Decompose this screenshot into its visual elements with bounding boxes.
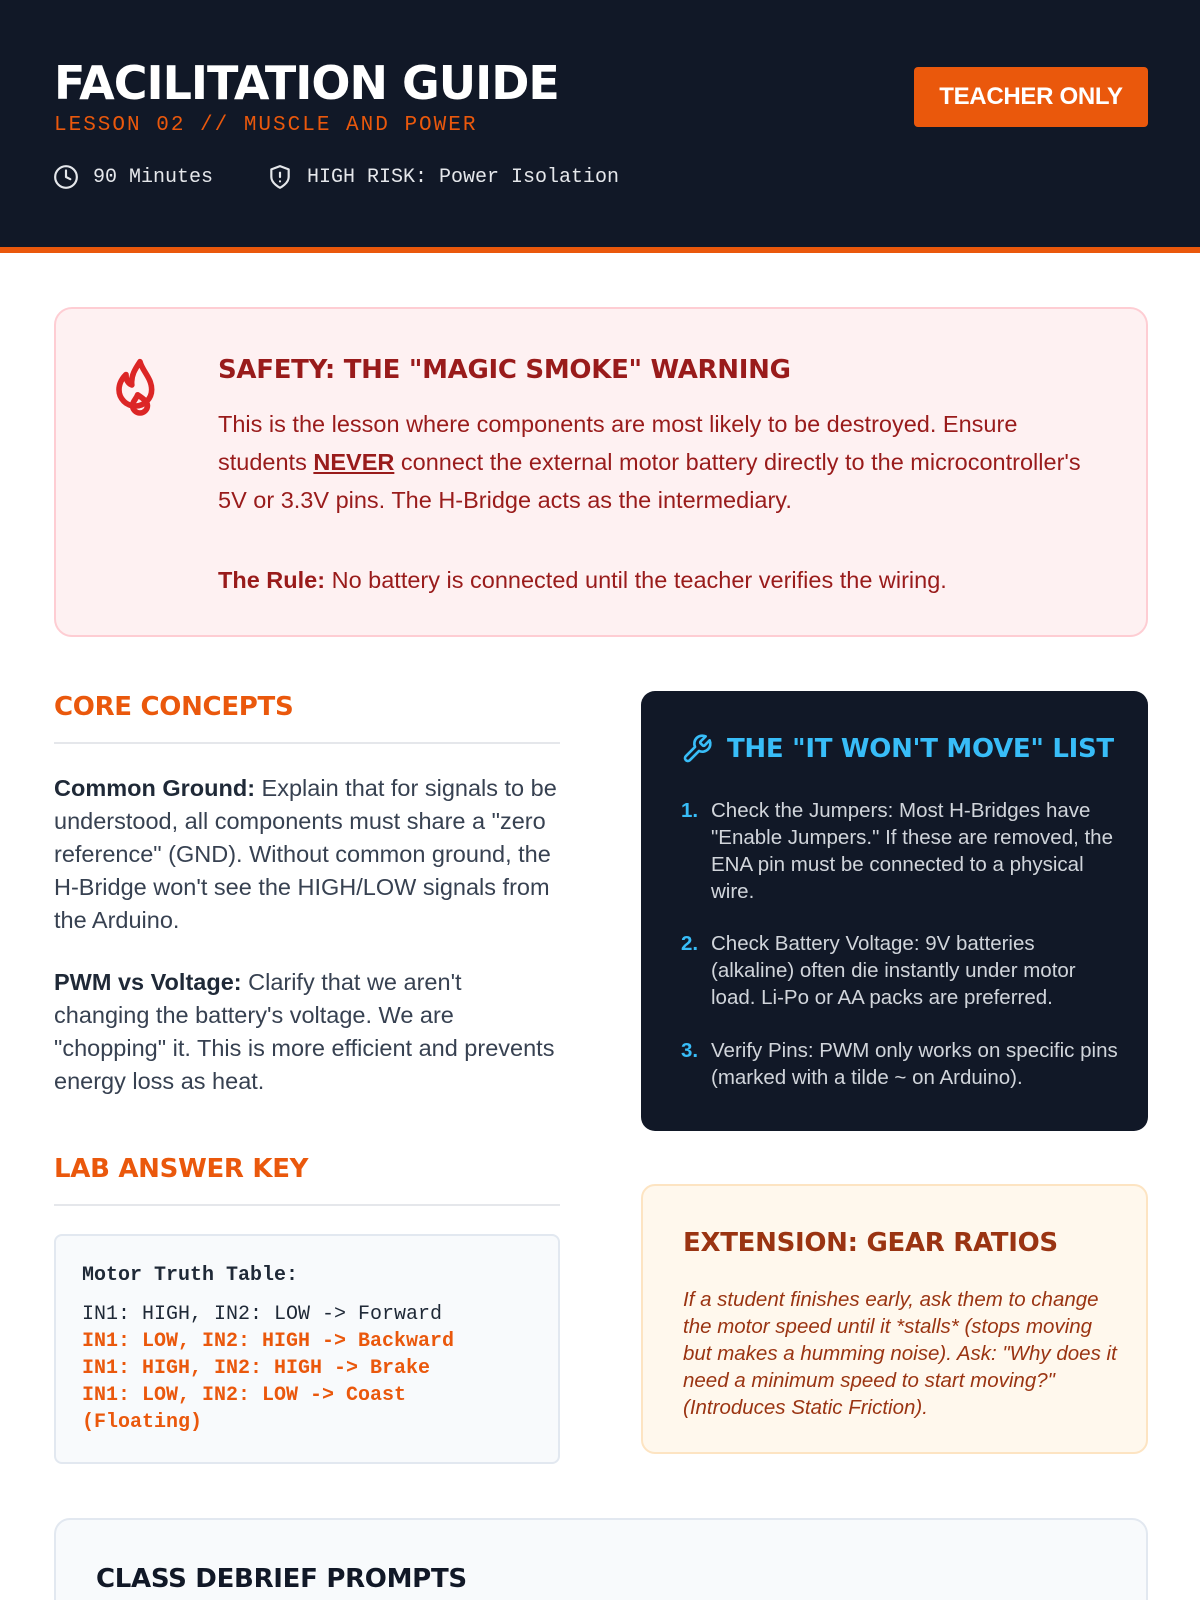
risk-meta [267, 164, 619, 190]
list-item [681, 797, 1121, 905]
extension-body: If a student finishes early, ask them to change the motor speed until it *stalls* (stops moving but makes a humming noise). Ask: "Why does it need a minimum speed to start moving?" (Introduces Static Friction). [683, 1288, 1117, 1419]
truth-table-code-box [54, 1234, 560, 1464]
safety-body-before: This is the lesson where components are most likely to be destroyed. Ensure students [218, 411, 1018, 475]
extension-card [641, 1184, 1148, 1454]
list-number: 3. [681, 1039, 699, 1062]
safety-rule-label: The Rule: [218, 567, 326, 593]
concept-term: PWM vs Voltage: [54, 969, 242, 995]
code-line: (Floating) [82, 1411, 203, 1434]
list-text: Check the Jumpers: Most H-Bridges have "Enable Jumpers." If these are removed, the ENA pin must be connected to a physical wire. [711, 799, 1113, 903]
clock-icon [53, 164, 79, 190]
code-title: Motor Truth Table: [82, 1264, 299, 1287]
troubleshooting-title [681, 733, 1114, 765]
list-item [681, 1037, 1121, 1091]
list-number: 1. [681, 799, 699, 822]
code-line: IN1: LOW, IN2: LOW -> Coast [82, 1384, 407, 1407]
safety-rule [218, 561, 1098, 599]
list-text: Check Battery Voltage: 9V batteries (alkaline) often die instantly under motor load. Li-Po or AA packs are preferred. [711, 932, 1076, 1009]
wrench-icon [681, 733, 713, 765]
concept-pwm-vs-voltage [54, 966, 560, 1098]
code-line: IN1: HIGH, IN2: HIGH -> Brake [82, 1357, 431, 1380]
risk-text: HIGH RISK: Power Isolation [307, 165, 620, 189]
list-number: 2. [681, 932, 699, 955]
safety-rule-text: No battery is connected until the teacher verifies the wiring. [325, 567, 947, 593]
list-item [681, 930, 1121, 1011]
debrief-title: CLASS DEBRIEF PROMPTS [96, 1564, 467, 1594]
concept-text: Clarify that we aren't changing the battery's voltage. We are "chopping" it. This is more efficient and prevents energy loss as heat. [54, 969, 555, 1094]
list-text: Verify Pins: PWM only works on specific pins (marked with a tilde ~ on Arduino). [711, 1039, 1118, 1089]
safety-warning-box [54, 307, 1148, 637]
extension-title: EXTENSION: GEAR RATIOS [683, 1228, 1058, 1258]
troubleshooting-card [641, 691, 1148, 1131]
code-line: IN1: LOW, IN2: HIGH -> Backward [82, 1330, 455, 1353]
concept-term: Common Ground: [54, 775, 256, 801]
duration-text: 90 Minutes [93, 165, 214, 189]
shield-alert-icon [267, 164, 293, 190]
debrief-box [54, 1518, 1148, 1600]
page-title: FACILITATION GUIDE [54, 56, 559, 110]
teacher-only-badge: TEACHER ONLY [914, 67, 1148, 127]
flame-icon [112, 357, 168, 427]
lab-answer-key-heading: LAB ANSWER KEY [54, 1154, 560, 1206]
safety-body [218, 405, 1098, 519]
core-concepts-heading: CORE CONCEPTS [54, 692, 560, 744]
page-header [0, 0, 1200, 253]
duration-meta [53, 164, 213, 190]
safety-title: SAFETY: THE "MAGIC SMOKE" WARNING [218, 355, 791, 385]
troubleshooting-title-text: THE "IT WON'T MOVE" LIST [727, 734, 1114, 764]
safety-never-emphasis: NEVER [313, 449, 395, 475]
concept-common-ground [54, 772, 560, 937]
lesson-subtitle: LESSON 02 // MUSCLE AND POWER [54, 114, 478, 137]
safety-body-after: connect the external motor battery directly to the microcontroller's 5V or 3.3V pins. The H-Bridge acts as the intermediary. [218, 449, 1081, 513]
concept-text: Explain that for signals to be understood, all components must share a "zero reference" (GND). Without common ground, the H-Bridge won't see the HIGH/LOW signals from the Arduino. [54, 775, 557, 933]
code-line: IN1: HIGH, IN2: LOW -> Forward [82, 1303, 443, 1326]
